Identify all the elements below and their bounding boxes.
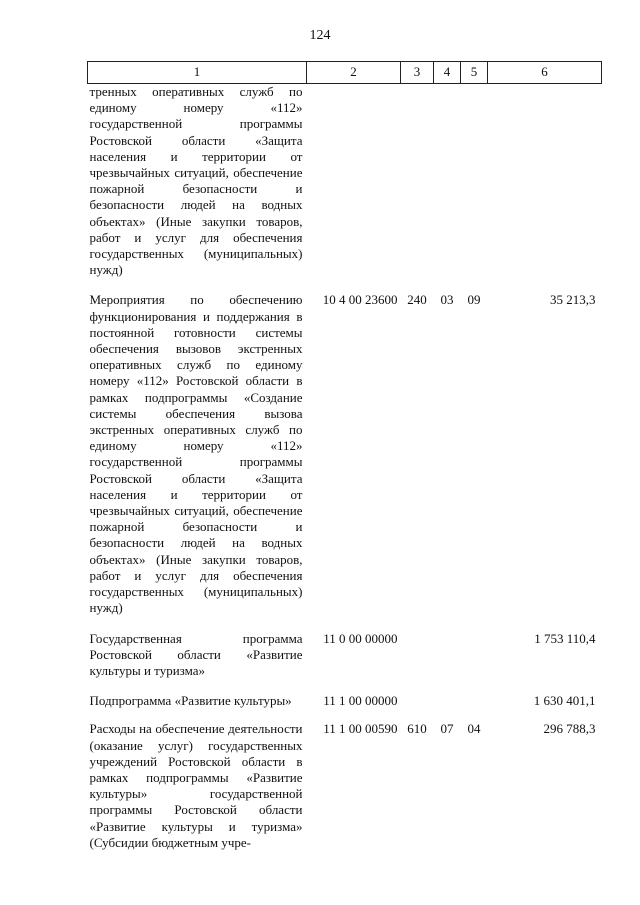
row-rz: 07 (440, 721, 454, 737)
budget-table (87, 61, 602, 851)
header-cell-4: 4 (434, 62, 461, 84)
row-amount: 35 213,3 (550, 292, 596, 308)
header-cell-6: 6 (488, 62, 602, 84)
page-number: 124 (309, 28, 331, 43)
row-description: Мероприятия по обеспечению функционирования и поддержания в постоянной готовности системы обеспечения вызовов экстренных оперативных служб по единому номеру «112» Ростовской области в рамках подпрограммы «Создание системы обеспечения вызова экстренных оперативных служб по единому номеру «112» государственной программы Ростовской области «Защита населения и территории от чрезвычайных ситуаций, обеспечение пожарной безопасности и безопасности людей на водных объектах» (Иные закупки товаров, работ и услуг для обеспечения государственных (муниципальных) нужд) (89, 292, 303, 616)
row-rz (434, 679, 461, 709)
row-amount: 296 788,3 (543, 721, 596, 737)
row-code (307, 84, 401, 279)
header-cell-2: 2 (307, 62, 401, 84)
header-row (88, 62, 602, 84)
header-cell-5: 5 (461, 62, 488, 84)
row-code: 10 4 00 23600 (322, 292, 398, 308)
row-rz (434, 617, 461, 680)
row-pr: 04 (467, 721, 481, 737)
row-code: 11 0 00 00000 (323, 630, 398, 646)
row-pr: 09 (467, 292, 481, 308)
table-row (88, 278, 602, 616)
row-amount (488, 84, 602, 279)
row-vr: 240 (407, 292, 427, 308)
row-vr: 610 (407, 721, 427, 737)
row-description: Расходы на обеспечение деятельности (оказание услуг) государственных учреждений Ростовской области в рамках подпрограммы «Развитие культуры» государственной программы Ростовской области «Развитие культуры и туризма» (Субсидии бюджетным учре- (89, 721, 303, 850)
row-vr (401, 84, 434, 279)
table-row (88, 709, 602, 851)
row-pr (461, 617, 488, 680)
table-row (88, 679, 602, 709)
row-code: 11 1 00 00590 (323, 721, 398, 737)
header-cell-1: 1 (88, 62, 307, 84)
row-rz: 03 (440, 292, 454, 308)
row-pr (461, 84, 488, 279)
row-vr (401, 617, 434, 680)
row-description: Государственная программа Ростовской области «Развитие культуры и туризма» (89, 630, 303, 678)
row-description: Подпрограмма «Развитие культуры» (89, 693, 292, 709)
row-amount: 1 753 110,4 (534, 630, 596, 646)
row-vr (401, 679, 434, 709)
row-pr (461, 679, 488, 709)
table-row (88, 84, 602, 279)
header-cell-3: 3 (401, 62, 434, 84)
row-amount: 1 630 401,1 (533, 693, 596, 709)
table-row (88, 617, 602, 680)
row-description: тренных оперативных служб по единому номеру «112» государственной программы Ростовской области «Защита населения и территории от чрезвычайных ситуаций, обеспечение пожарной безопасности и безопасности людей на водных объектах» (Иные закупки товаров, работ и услуг для обеспечения государственных (муниципальных) нужд) (89, 84, 303, 278)
row-rz (434, 84, 461, 279)
row-code: 11 1 00 00000 (323, 693, 398, 709)
